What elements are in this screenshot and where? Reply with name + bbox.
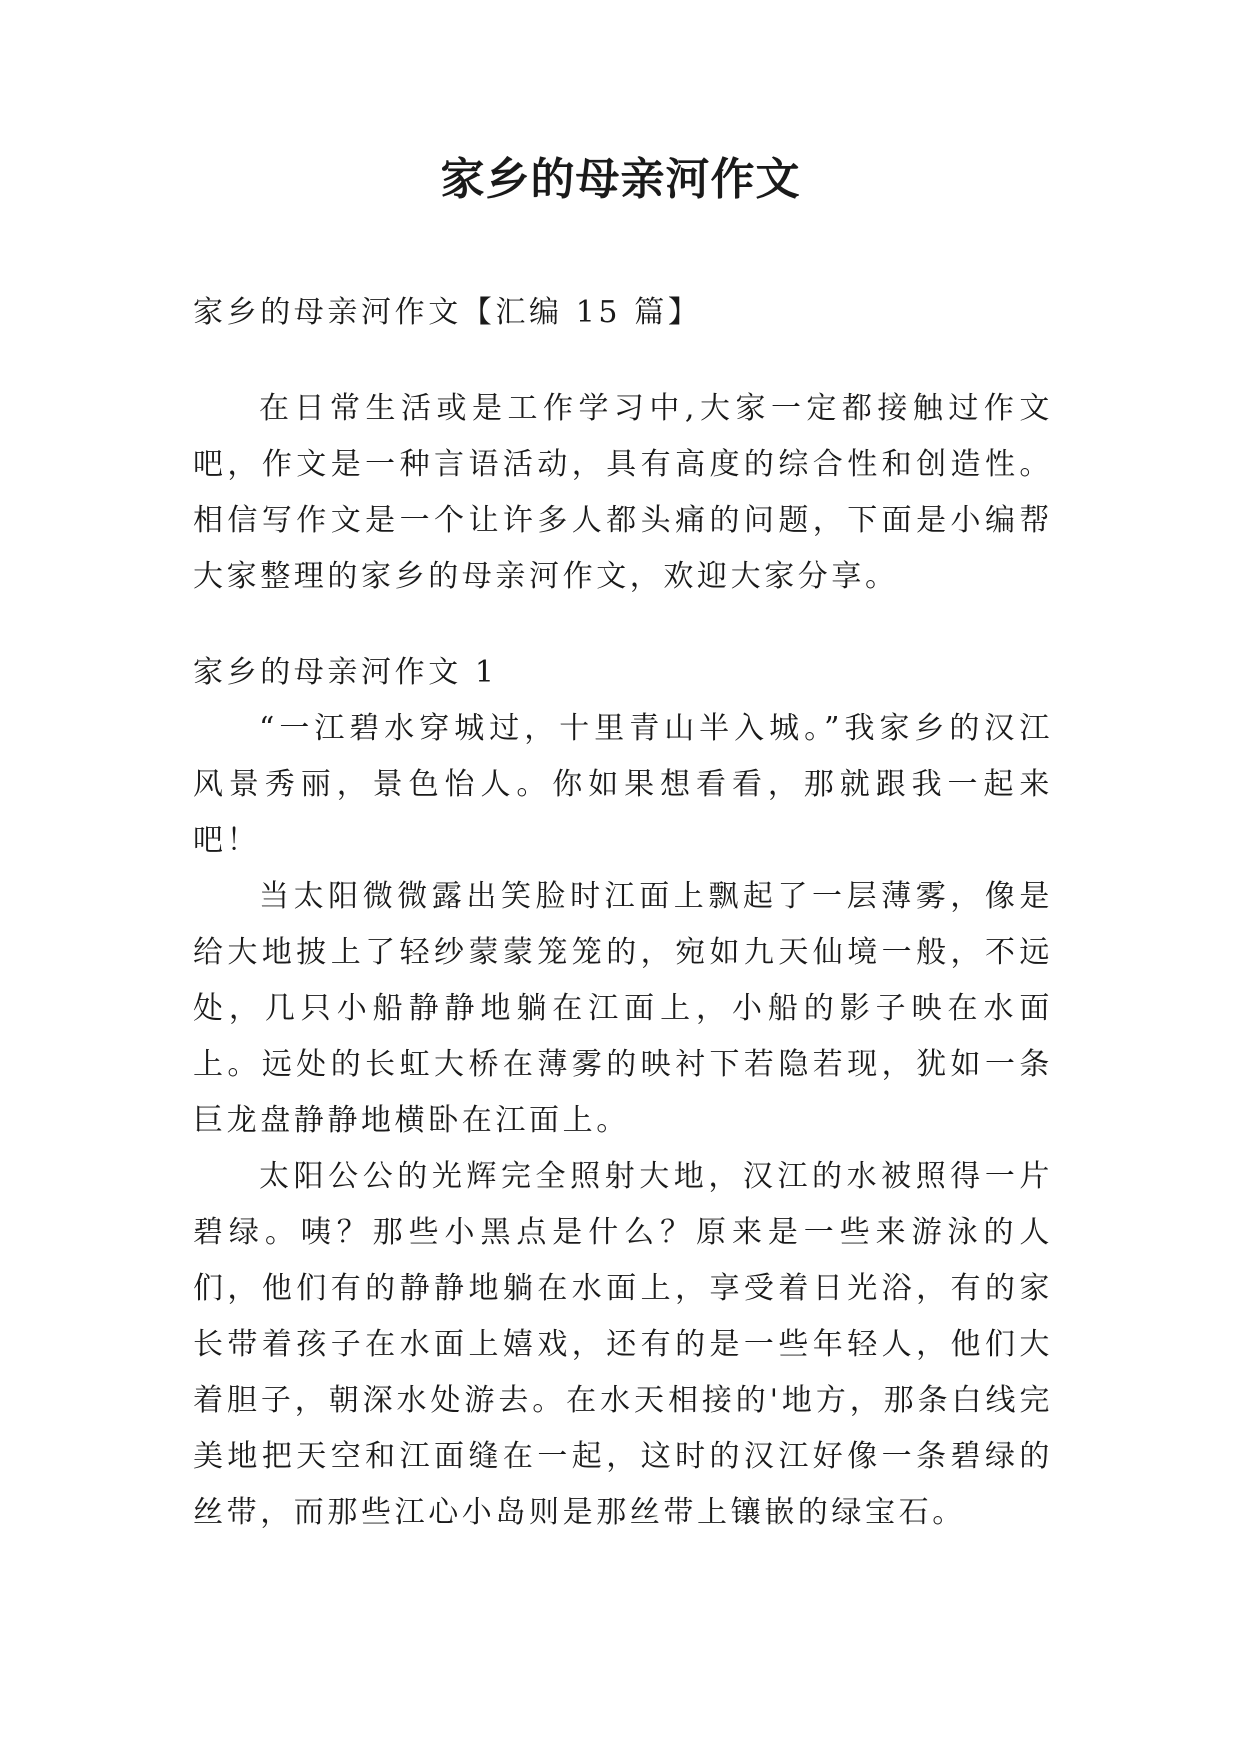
intro-paragraph: 在日常生活或是工作学习中,大家一定都接触过作文吧，作文是一种言语活动，具有高度的综合性和创造性。相信写作文是一个让许多人都头痛的问题，下面是小编帮大家整理的家乡的母亲河作文，欢迎大家分享。 (193, 391, 1053, 594)
document-body (193, 285, 1053, 1541)
subtitle-line: 家乡的母亲河作文【汇编 15 篇】 (193, 295, 702, 330)
essay-paragraph-1: “一江碧水穿城过，十里青山半入城。”我家乡的汉江风景秀丽，景色怡人。你如果想看看，那就跟我一起来吧！ (193, 711, 1053, 858)
page-title: 家乡的母亲河作文 (440, 154, 801, 205)
essay-paragraph-3: 太阳公公的光辉完全照射大地，汉江的水被照得一片碧绿。咦？那些小黑点是什么？原来是一些来游泳的人们，他们有的静静地躺在水面上，享受着日光浴，有的家长带着孩子在水面上嬉戏，还有的是一些年轻人，他们大着胆子，朝深水处游去。在水天相接的'地方，那条白线完美地把天空和江面缝在一起，这时的汉江好像一条碧绿的丝带，而那些江心小岛则是那丝带上镶嵌的绿宝石。 (193, 1159, 1053, 1530)
essay-paragraph-2: 当太阳微微露出笑脸时江面上飘起了一层薄雾，像是给大地披上了轻纱蒙蒙笼笼的，宛如九天仙境一般，不远处，几只小船静静地躺在江面上，小船的影子映在水面上。远处的长虹大桥在薄雾的映衬下若隐若现，犹如一条巨龙盘静静地横卧在江面上。 (193, 879, 1053, 1138)
section-heading: 家乡的母亲河作文 1 (193, 655, 498, 690)
